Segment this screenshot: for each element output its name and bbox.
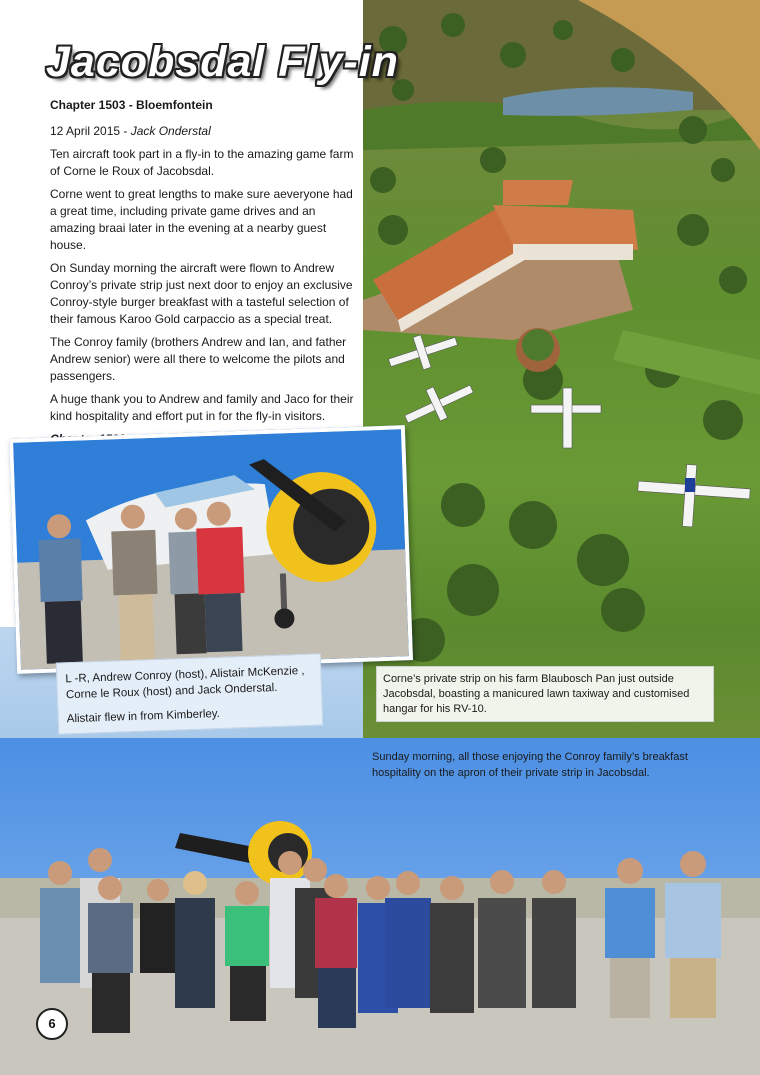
paragraph: The Conroy family (brothers Andrew and Ian, and father Andrew senior) were all there to welcome the pilots and passengers. — [50, 335, 347, 383]
byline — [50, 123, 358, 140]
aerial-photo-illustration — [363, 0, 760, 738]
chapter-heading: Chapter 1503 - Bloemfontein — [50, 98, 213, 112]
aerial-photo-caption: Corne’s private strip on his farm Blaubosch Pan just outside Jacobsdal, boasting a manicured lawn taxiway and customised hangar for his RV-10. — [376, 666, 714, 722]
article-body — [50, 97, 358, 471]
paragraph: Ten aircraft took part in a fly-in to the amazing game farm of Corne le Roux of Jacobsdal. — [50, 147, 354, 178]
aerial-photo — [363, 0, 760, 738]
caption-line: Alistair flew in from Kimberley. — [66, 707, 221, 726]
article-date: 12 April 2015 - — [50, 124, 131, 138]
hosts-photo-caption — [56, 653, 323, 734]
caption-line: L -R, Andrew Conroy (host), Alistair McKenzie , Corne le Roux (host) and Jack Onderstal. — [65, 664, 305, 702]
paragraph: Corne went to great lengths to make sure aeveryone had a great time, including private game drives and an amazing braai later in the evening at a nearby guest house. — [50, 187, 353, 252]
page-number: 6 — [36, 1008, 68, 1040]
group-photo — [0, 738, 760, 1075]
group-photo-caption: Sunday morning, all those enjoying the Conroy family’s breakfast hospitality on the apron of their private strip in Jacobsdal. — [372, 751, 688, 779]
article-author: Jack Onderstal — [130, 124, 211, 138]
article-title: Jacobsdal Fly-in — [46, 38, 399, 86]
paragraph: A huge thank you to Andrew and family and Jaco for their kind hospitality and effort put in for the fly-in visitors. — [50, 392, 354, 423]
hosts-photo-illustration — [13, 429, 409, 669]
group-photo-illustration — [0, 738, 760, 1075]
paragraph: On Sunday morning the aircraft were flown to Andrew Conroy’s private strip just next door to enjoy an exclusive Conroy-style burger breakfast with a tasteful selection of their famous Karoo Gold carpaccio as a special treat. — [50, 261, 353, 326]
hosts-photo — [9, 425, 413, 674]
